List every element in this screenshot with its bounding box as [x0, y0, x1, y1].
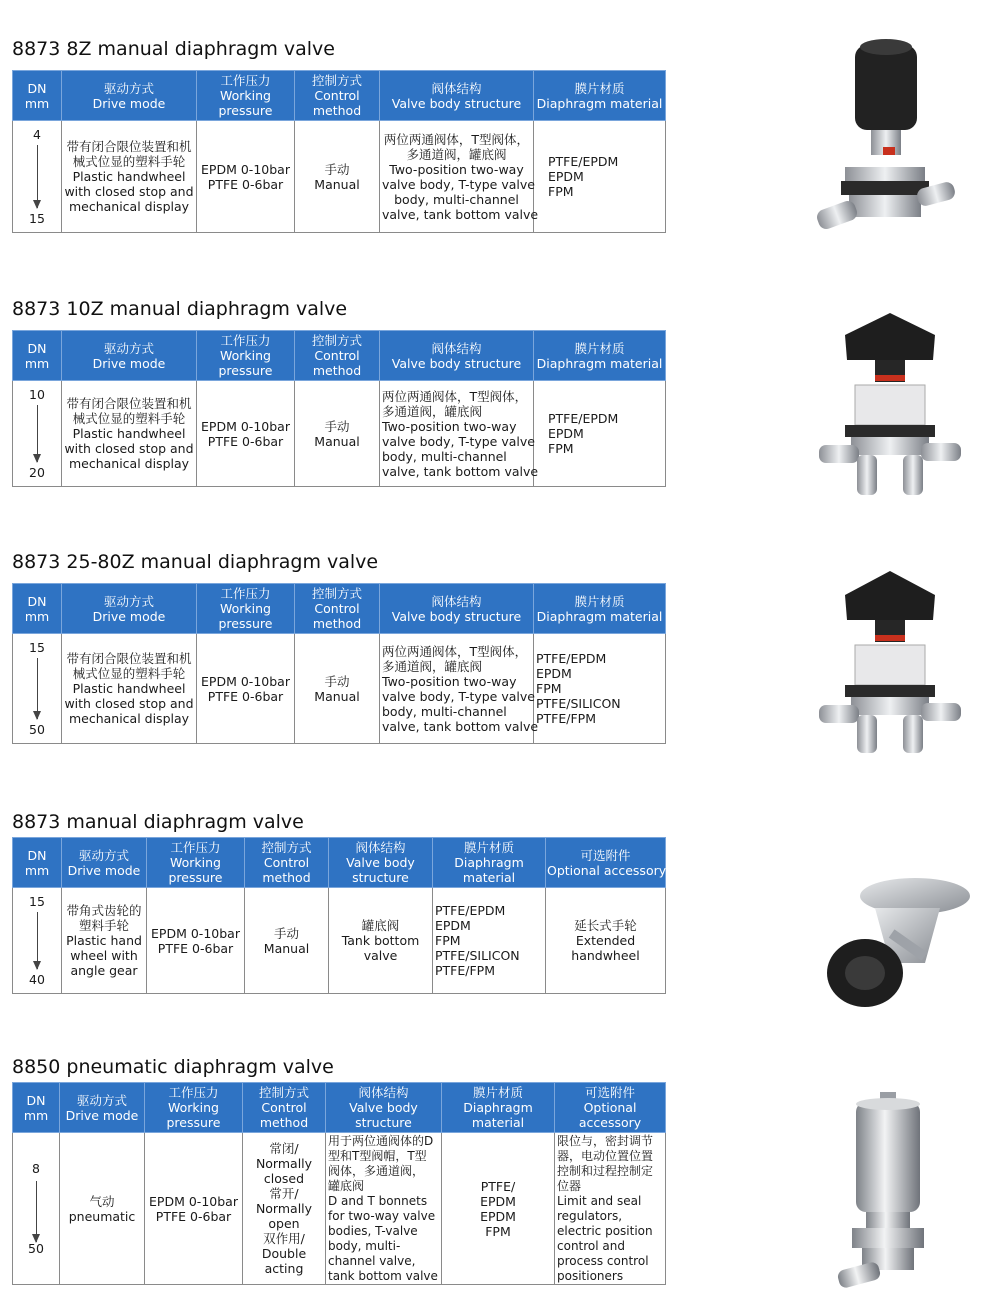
header-control-method: 控制方式 Control method [245, 838, 329, 888]
down-arrow-icon [37, 658, 38, 719]
table-row [13, 634, 666, 744]
dn-to: 50 [28, 1241, 44, 1256]
control-cell: 手动 Manual [295, 634, 380, 744]
valve-25-80z-image [815, 565, 965, 760]
spec-table [12, 583, 666, 744]
header-optional-accessory: 可选附件 Optional accessory [546, 838, 666, 888]
dn-from: 10 [29, 387, 45, 402]
table-row [13, 888, 666, 994]
header-control-method: 控制方式 Control method [295, 331, 380, 381]
header-drive-mode: 驱动方式 Drive mode [60, 1083, 145, 1133]
header-dn: DN mm [13, 584, 62, 634]
section-title: 8873 25-80Z manual diaphragm valve [12, 551, 379, 573]
header-drive-mode: 驱动方式 Drive mode [62, 584, 197, 634]
dn-to: 15 [29, 211, 45, 226]
dn-to: 40 [29, 972, 45, 987]
control-cell: 常闭/ Normally closed 常开/ Normally open 双作用/ Double acting [243, 1133, 326, 1285]
section-title: 8873 manual diaphragm valve [12, 811, 304, 833]
section-title: 8873 8Z manual diaphragm valve [12, 38, 335, 60]
down-arrow-icon [37, 405, 38, 462]
control-cell: 手动 Manual [295, 381, 380, 487]
down-arrow-icon [36, 1181, 37, 1242]
pressure-cell: EPDM 0-10bar PTFE 0-6bar [147, 888, 245, 994]
header-row [13, 1083, 666, 1133]
header-control-method: 控制方式 Control method [243, 1083, 326, 1133]
material-cell: PTFE/ EPDM EPDM FPM [442, 1133, 555, 1285]
dn-range [13, 634, 62, 744]
control-cell: 手动 Manual [245, 888, 329, 994]
drive-mode-cell: 带有闭合限位装置和机 械式位显的塑料手轮 Plastic handwheel with closed stop and mechanical display [62, 121, 197, 233]
valve-8z-image [805, 35, 965, 250]
spec-table [12, 330, 666, 487]
header-diaphragm-material: 膜片材质 Diaphragm material [534, 584, 666, 634]
drive-mode-cell: 带有闭合限位装置和机 械式位显的塑料手轮 Plastic handwheel with closed stop and mechanical display [62, 381, 197, 487]
header-row [13, 71, 666, 121]
header-optional-accessory: 可选附件 Optional accessory [555, 1083, 666, 1133]
dn-to: 50 [29, 722, 45, 737]
material-cell: PTFE/EPDM EPDM FPM PTFE/SILICON PTFE/FPM [534, 634, 666, 744]
valve-pneumatic-image [828, 1090, 948, 1295]
table-row [13, 1133, 666, 1285]
material-cell: PTFE/EPDM EPDM FPM [534, 121, 666, 233]
header-valve-body: 阀体结构 Valve body structure [380, 584, 534, 634]
valve-body-cell: 两位两通阀体，T型阀体， 多通道阀，罐底阀 Two-position two-way valve body, T-type valve body, multi-channel valve, tank bottom valve [380, 121, 534, 233]
header-drive-mode: 驱动方式 Drive mode [62, 331, 197, 381]
header-control-method: 控制方式 Control method [295, 71, 380, 121]
dn-to: 20 [29, 465, 45, 480]
valve-body-cell: 两位两通阀体，T型阀体， 多通道阀，罐底阀 Two-position two-way valve body, T-type valve body, multi-channel valve, tank bottom valve [380, 634, 534, 744]
header-working-pressure: 工作压力 Working pressure [197, 584, 295, 634]
valve-10z-image [815, 305, 965, 505]
control-cell: 手动 Manual [295, 121, 380, 233]
header-control-method: 控制方式 Control method [295, 584, 380, 634]
valve-body-cell: 两位两通阀体，T型阀体， 多通道阀，罐底阀 Two-position two-way valve body, T-type valve body, multi-channel valve, tank bottom valve [380, 381, 534, 487]
valve-body-cell: 罐底阀 Tank bottom valve [329, 888, 433, 994]
header-dn: DN mm [13, 1083, 60, 1133]
spec-table [12, 837, 666, 994]
header-valve-body: 阀体结构 Valve body structure [329, 838, 433, 888]
header-row [13, 838, 666, 888]
header-working-pressure: 工作压力 Working pressure [197, 71, 295, 121]
accessory-cell: 延长式手轮 Extended handwheel [546, 888, 666, 994]
header-diaphragm-material: 膜片材质 Diaphragm material [442, 1083, 555, 1133]
pressure-cell: EPDM 0-10bar PTFE 0-6bar [197, 634, 295, 744]
header-working-pressure: 工作压力 Working pressure [145, 1083, 243, 1133]
header-drive-mode: 驱动方式 Drive mode [62, 838, 147, 888]
header-valve-body: 阀体结构 Valve body structure [380, 331, 534, 381]
dn-from: 15 [29, 640, 45, 655]
down-arrow-icon [37, 912, 38, 969]
header-row [13, 584, 666, 634]
valve-tank-bottom-image [820, 868, 970, 1018]
dn-from: 15 [29, 894, 45, 909]
header-diaphragm-material: 膜片材质 Diaphragm material [534, 71, 666, 121]
dn-from: 8 [32, 1161, 40, 1176]
accessory-cell: 限位与，密封调节 器，电动位置位置 控制和过程控制定 位器 Limit and seal regulators, electric position control and process control positioners [555, 1133, 666, 1285]
pressure-cell: EPDM 0-10bar PTFE 0-6bar [197, 121, 295, 233]
dn-range [13, 888, 62, 994]
spec-table [12, 70, 666, 233]
dn-range [13, 381, 62, 487]
spec-table [12, 1082, 666, 1285]
header-working-pressure: 工作压力 Working pressure [197, 331, 295, 381]
section-title: 8850 pneumatic diaphragm valve [12, 1056, 334, 1078]
table-row [13, 121, 666, 233]
dn-range [13, 121, 62, 233]
dn-from: 4 [33, 127, 41, 142]
header-diaphragm-material: 膜片材质 Diaphragm material [433, 838, 546, 888]
header-drive-mode: 驱动方式 Drive mode [62, 71, 197, 121]
header-row [13, 331, 666, 381]
material-cell: PTFE/EPDM EPDM FPM PTFE/SILICON PTFE/FPM [433, 888, 546, 994]
valve-body-cell: 用于两位通阀体的D 型和T型阀帽，T型 阀体，多通道阀， 罐底阀 D and T bonnets for two-way valve bodies, T-valve body, multi- channel valve, tank bottom valve [326, 1133, 442, 1285]
header-diaphragm-material: 膜片材质 Diaphragm material [534, 331, 666, 381]
down-arrow-icon [37, 145, 38, 208]
pressure-cell: EPDM 0-10bar PTFE 0-6bar [197, 381, 295, 487]
section-title: 8873 10Z manual diaphragm valve [12, 298, 348, 320]
header-dn: DN mm [13, 838, 62, 888]
header-valve-body: 阀体结构 Valve body structure [326, 1083, 442, 1133]
header-working-pressure: 工作压力 Working pressure [147, 838, 245, 888]
header-dn: DN mm [13, 331, 62, 381]
drive-mode-cell: 气动 pneumatic [60, 1133, 145, 1285]
drive-mode-cell: 带角式齿轮的 塑料手轮 Plastic hand wheel with angle gear [62, 888, 147, 994]
header-valve-body: 阀体结构 Valve body structure [380, 71, 534, 121]
drive-mode-cell: 带有闭合限位装置和机 械式位显的塑料手轮 Plastic handwheel with closed stop and mechanical display [62, 634, 197, 744]
header-dn: DN mm [13, 71, 62, 121]
material-cell: PTFE/EPDM EPDM FPM [534, 381, 666, 487]
dn-range [13, 1133, 60, 1285]
table-row [13, 381, 666, 487]
pressure-cell: EPDM 0-10bar PTFE 0-6bar [145, 1133, 243, 1285]
